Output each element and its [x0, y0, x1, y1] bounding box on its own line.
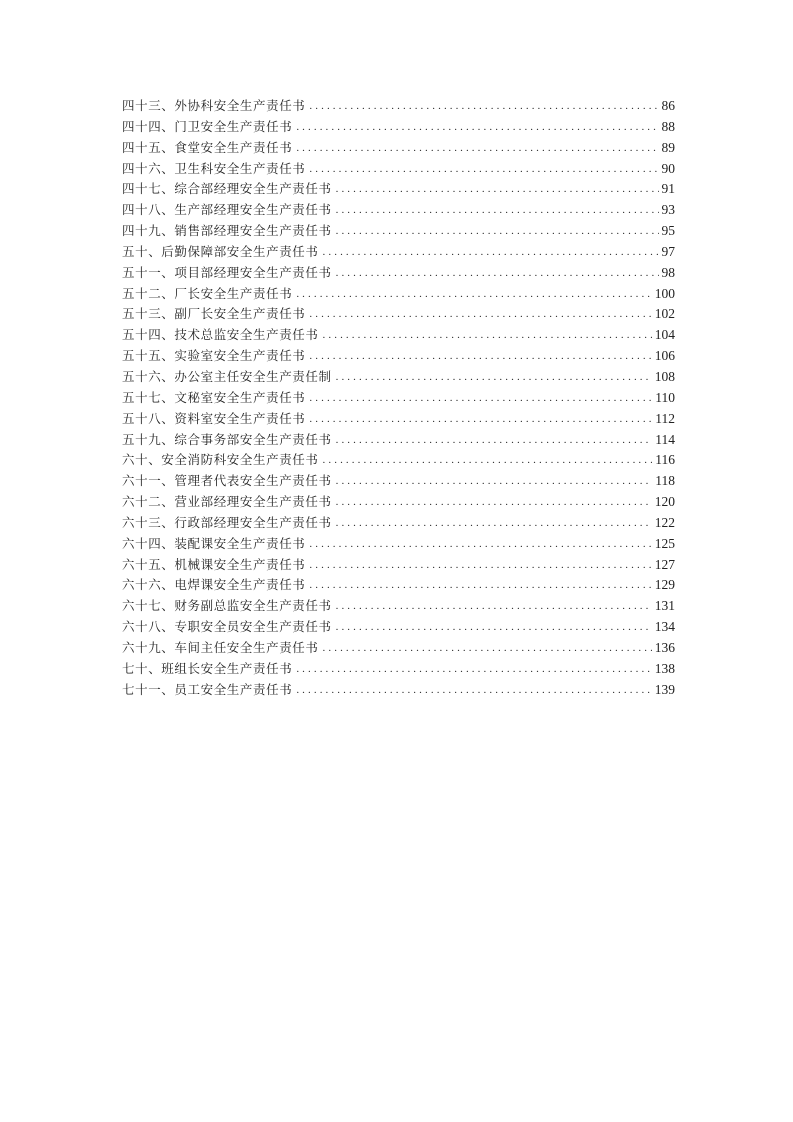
- toc-entry-title: 六十六、电焊课安全生产责任书: [122, 577, 306, 593]
- toc-entry-title: 五十九、综合事务部安全生产责任书: [122, 431, 332, 447]
- toc-entry[interactable]: [122, 659, 675, 680]
- toc-entry-title: 六十四、装配课安全生产责任书: [122, 535, 306, 551]
- toc-entry[interactable]: [122, 534, 675, 555]
- toc-dot-leader: [309, 159, 658, 180]
- toc-entry-title: 四十四、门卫安全生产责任书: [122, 118, 293, 134]
- toc-dot-leader: [336, 200, 659, 221]
- toc-entry-title: 四十三、外协科安全生产责任书: [122, 98, 306, 113]
- toc-page-number: 114: [655, 431, 675, 447]
- toc-entry-title: 六十七、财务副总监安全生产责任书: [122, 598, 332, 614]
- toc-dot-leader: [336, 617, 652, 638]
- toc-entry-title: 四十八、生产部经理安全生产责任书: [122, 202, 332, 218]
- toc-entry[interactable]: [122, 575, 675, 596]
- toc-page-number: 106: [654, 348, 675, 364]
- toc-dot-leader: [309, 409, 652, 430]
- toc-entry[interactable]: [122, 284, 675, 305]
- toc-entry[interactable]: [122, 409, 675, 430]
- toc-page-number: 93: [661, 202, 675, 218]
- toc-page-number: 102: [654, 306, 675, 322]
- toc-entry-title: 五十八、资料室安全生产责任书: [122, 410, 306, 426]
- toc-dot-leader: [309, 575, 651, 596]
- toc-dot-leader: [336, 471, 653, 492]
- toc-dot-leader: [309, 555, 651, 576]
- toc-entry-title: 五十、后勤保障部安全生产责任书: [122, 243, 319, 259]
- toc-entry[interactable]: [122, 117, 675, 138]
- table-of-contents: [122, 96, 675, 700]
- toc-entry-title: 六十五、机械课安全生产责任书: [122, 556, 306, 572]
- toc-entry[interactable]: [122, 555, 675, 576]
- toc-entry-title: 五十一、项目部经理安全生产责任书: [122, 264, 332, 280]
- toc-entry[interactable]: [122, 492, 675, 513]
- toc-page-number: 139: [654, 681, 675, 697]
- toc-page-number: 97: [661, 243, 675, 259]
- toc-dot-leader: [309, 534, 651, 555]
- toc-dot-leader: [336, 513, 652, 534]
- toc-dot-leader: [309, 304, 651, 325]
- toc-page-number: 104: [654, 327, 675, 343]
- toc-dot-leader: [323, 242, 659, 263]
- toc-dot-leader: [323, 450, 653, 471]
- toc-entry-title: 七十一、员工安全生产责任书: [122, 681, 293, 697]
- toc-dot-leader: [323, 638, 652, 659]
- toc-dot-leader: [336, 492, 652, 513]
- toc-dot-leader: [336, 263, 659, 284]
- toc-dot-leader: [309, 96, 658, 117]
- toc-page-number: 100: [654, 285, 675, 301]
- toc-page-number: 131: [654, 598, 675, 614]
- toc-entry-title: 六十二、营业部经理安全生产责任书: [122, 494, 332, 510]
- toc-entry[interactable]: [122, 242, 675, 263]
- toc-entry-title: 六十九、车间主任安全生产责任书: [122, 639, 319, 655]
- toc-entry[interactable]: [122, 179, 675, 200]
- toc-dot-leader: [336, 179, 659, 200]
- toc-entry-title: 五十三、副厂长安全生产责任书: [122, 306, 306, 322]
- toc-page-number: 91: [661, 181, 675, 197]
- toc-page-number: 110: [655, 389, 675, 405]
- toc-dot-leader: [296, 284, 651, 305]
- toc-page-number: 108: [654, 368, 675, 384]
- toc-dot-leader: [296, 138, 658, 159]
- toc-dot-leader: [323, 325, 652, 346]
- toc-entry[interactable]: [122, 138, 675, 159]
- toc-page-number: 127: [654, 556, 675, 572]
- toc-page-number: 116: [655, 452, 675, 468]
- toc-page-number: 134: [654, 619, 675, 635]
- toc-entry[interactable]: [122, 263, 675, 284]
- toc-page-number: 86: [661, 98, 675, 113]
- toc-entry-title: 五十四、技术总监安全生产责任书: [122, 327, 319, 343]
- toc-page-number: 118: [655, 473, 675, 489]
- toc-page-number: 120: [654, 494, 675, 510]
- toc-entry-title: 五十五、实验室安全生产责任书: [122, 348, 306, 364]
- toc-page-number: 136: [654, 639, 675, 655]
- toc-entry-title: 四十七、综合部经理安全生产责任书: [122, 181, 332, 197]
- toc-page-number: 125: [654, 535, 675, 551]
- toc-dot-leader: [296, 680, 651, 701]
- toc-entry-title: 六十、安全消防科安全生产责任书: [122, 452, 319, 468]
- toc-entry[interactable]: [122, 617, 675, 638]
- toc-entry-title: 五十二、厂长安全生产责任书: [122, 285, 293, 301]
- toc-entry-title: 六十一、管理者代表安全生产责任书: [122, 473, 332, 489]
- toc-entry[interactable]: [122, 430, 675, 451]
- toc-entry[interactable]: [122, 450, 675, 471]
- toc-entry-title: 六十八、专职安全员安全生产责任书: [122, 619, 332, 635]
- toc-entry[interactable]: [122, 388, 675, 409]
- toc-entry[interactable]: [122, 200, 675, 221]
- toc-entry-title: 四十六、卫生科安全生产责任书: [122, 160, 306, 176]
- toc-dot-leader: [336, 430, 653, 451]
- toc-page-number: 138: [654, 660, 675, 676]
- toc-page-number: 89: [661, 139, 675, 155]
- toc-dot-leader: [336, 367, 652, 388]
- toc-dot-leader: [336, 221, 659, 242]
- toc-page-number: 129: [654, 577, 675, 593]
- toc-page-number: 112: [655, 410, 675, 426]
- toc-page-number: 95: [661, 223, 675, 239]
- toc-entry-title: 七十、班组长安全生产责任书: [122, 660, 293, 676]
- toc-dot-leader: [296, 117, 658, 138]
- toc-entry[interactable]: [122, 680, 675, 701]
- toc-entry[interactable]: [122, 325, 675, 346]
- toc-entry-title: 四十九、销售部经理安全生产责任书: [122, 223, 332, 239]
- toc-entry-title: 六十三、行政部经理安全生产责任书: [122, 514, 332, 530]
- toc-dot-leader: [336, 596, 652, 617]
- toc-page-number: 122: [654, 514, 675, 530]
- toc-entry[interactable]: [122, 221, 675, 242]
- toc-entry[interactable]: [122, 304, 675, 325]
- toc-entry[interactable]: [122, 513, 675, 534]
- toc-entry-title: 四十五、食堂安全生产责任书: [122, 139, 293, 155]
- toc-page-number: 98: [661, 264, 675, 280]
- toc-entry[interactable]: [122, 471, 675, 492]
- toc-entry[interactable]: [122, 346, 675, 367]
- toc-entry[interactable]: [122, 96, 675, 117]
- toc-entry-title: 五十七、文秘室安全生产责任书: [122, 389, 306, 405]
- toc-dot-leader: [309, 388, 652, 409]
- toc-page-number: 90: [661, 160, 675, 176]
- toc-entry[interactable]: [122, 596, 675, 617]
- toc-entry[interactable]: [122, 367, 675, 388]
- toc-entry[interactable]: [122, 159, 675, 180]
- toc-dot-leader: [309, 346, 651, 367]
- toc-entry-title: 五十六、办公室主任安全生产责任制: [122, 368, 332, 384]
- toc-page-number: 88: [661, 118, 675, 134]
- toc-dot-leader: [296, 659, 651, 680]
- toc-entry[interactable]: [122, 638, 675, 659]
